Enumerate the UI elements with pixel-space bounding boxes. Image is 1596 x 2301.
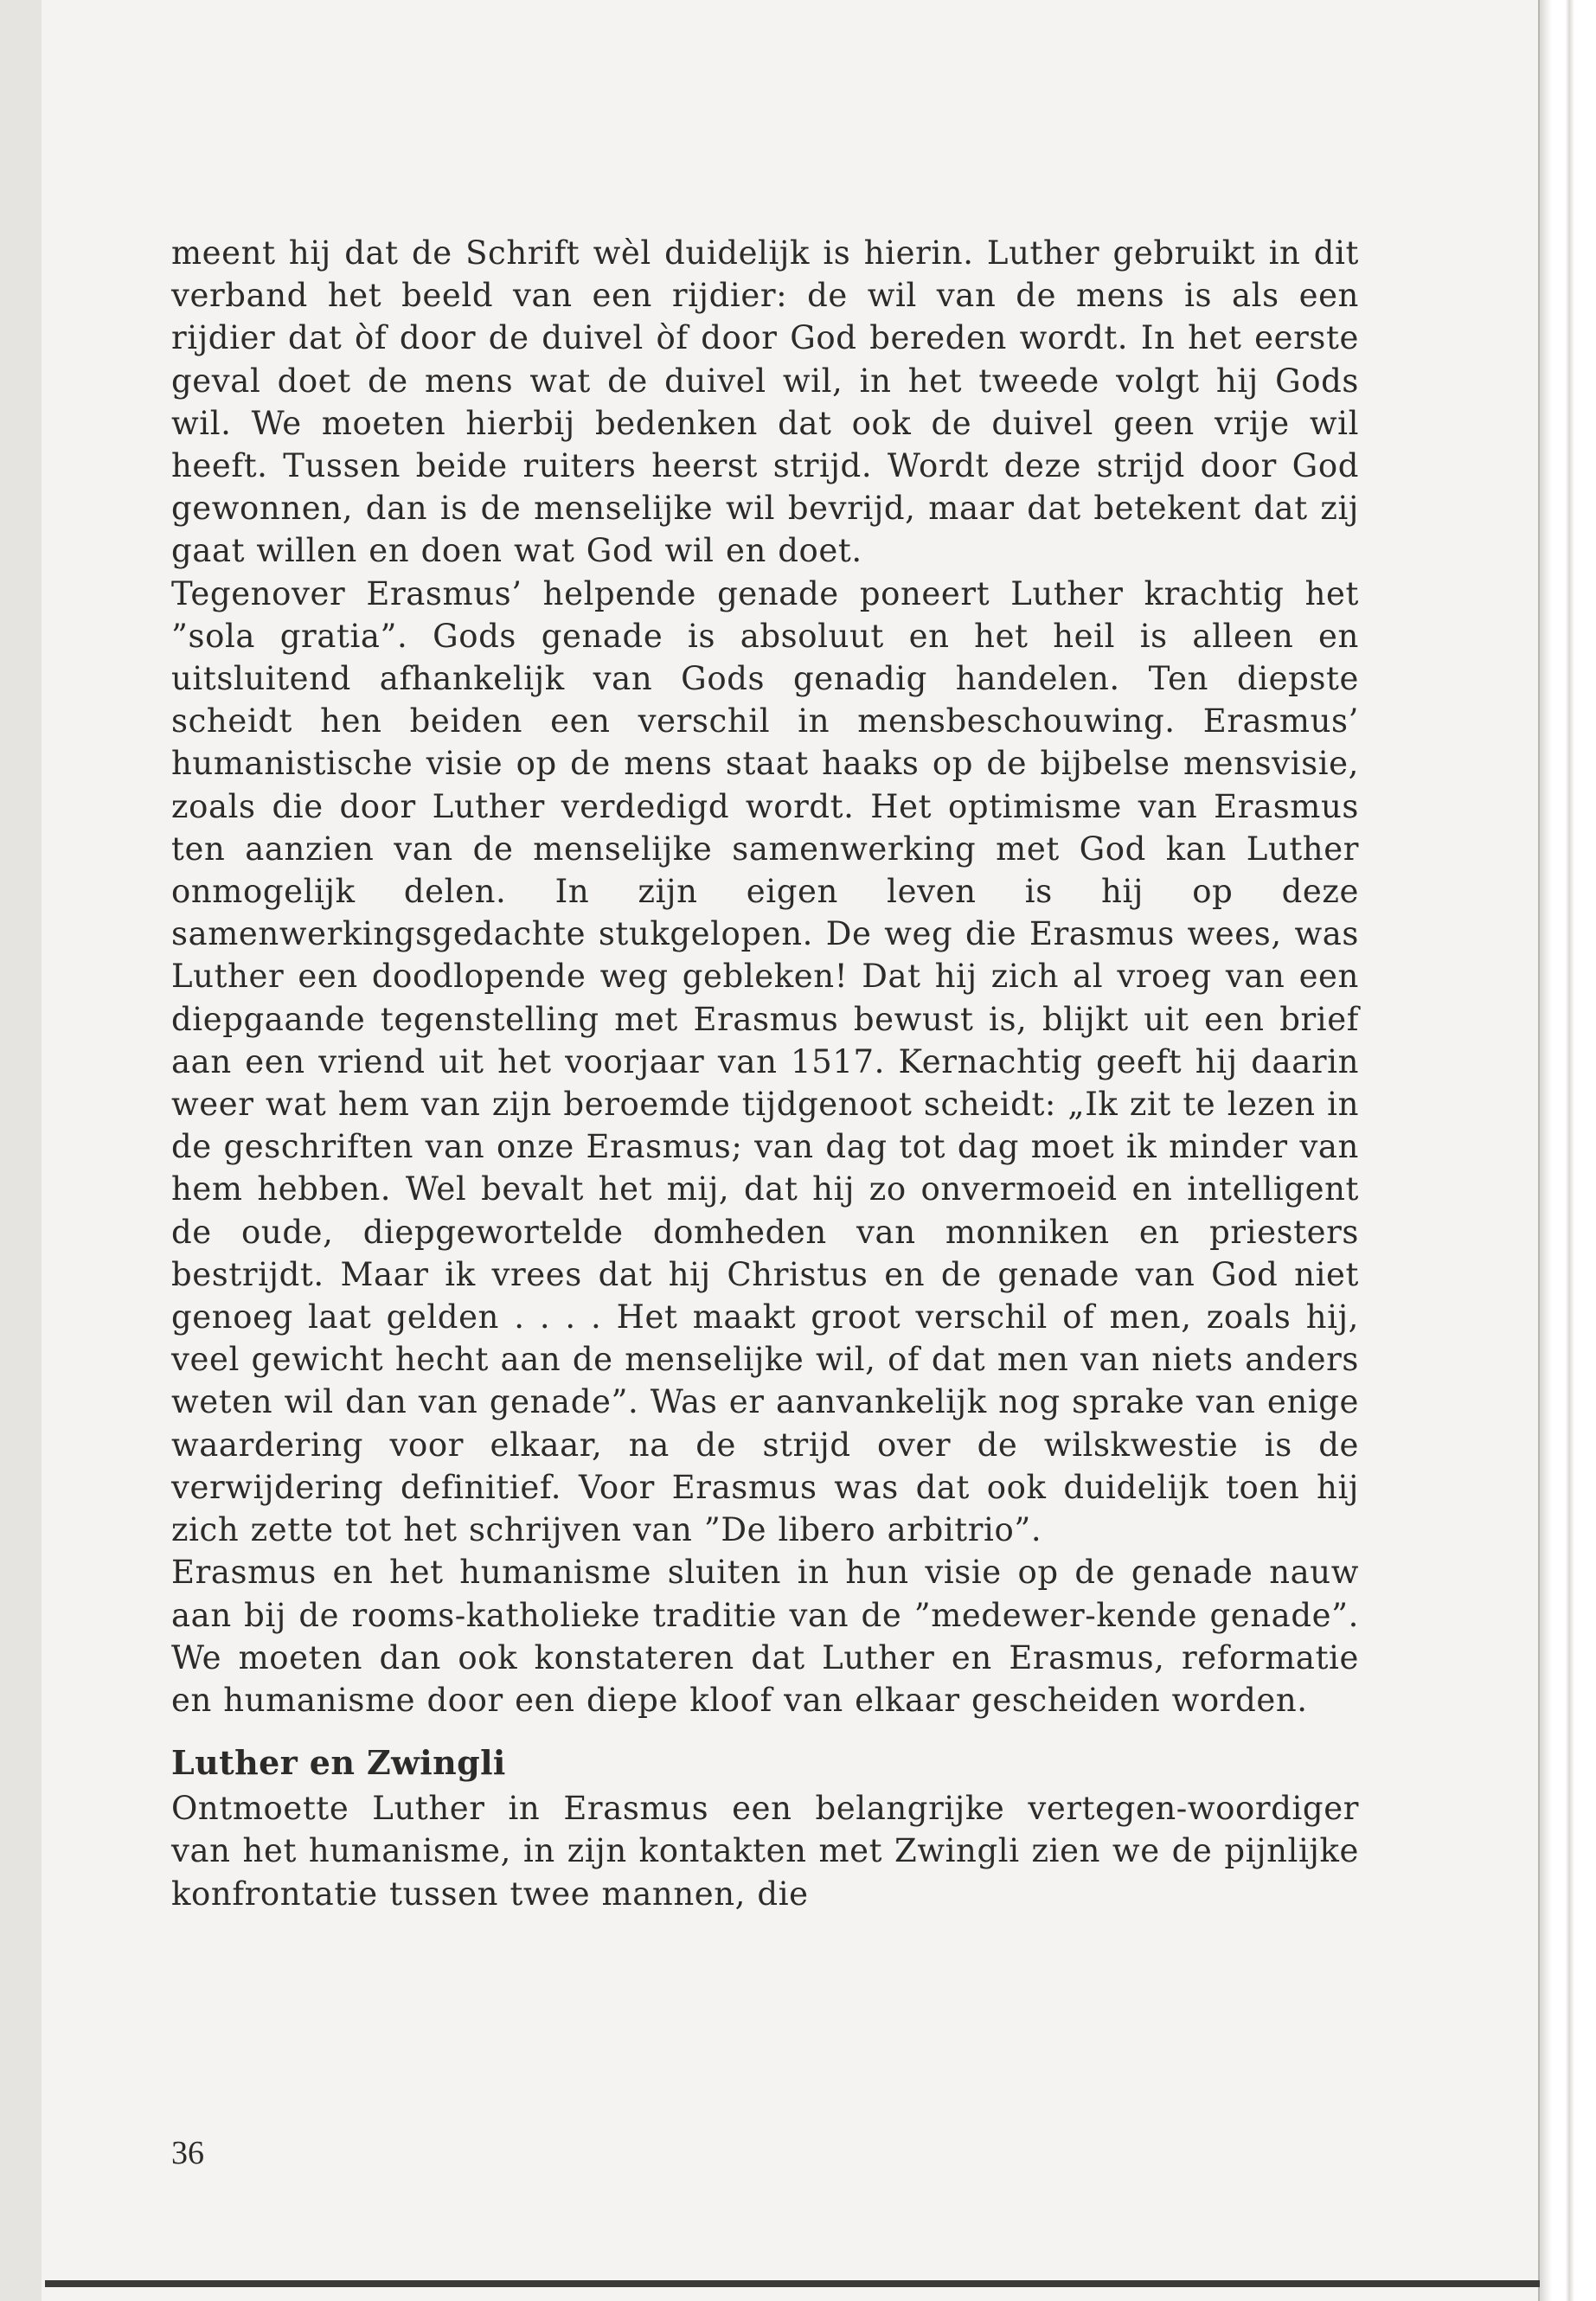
paragraph-sola-gratia: Tegenover Erasmus’ helpende genade poneert Luther krachtig het ”sola gratia”. Gods genade is absoluut en het heil is alleen en uitsluitend afhankelijk van Gods genadig handelen. Ten diepste scheidt hen beiden een verschil in mensbeschouwing. Erasmus’ humanistische visie op de mens staat haaks op de bijbelse mensvisie, zoals die door Luther verdedigd wordt. Het optimisme van Erasmus ten aanzien van de menselijke samenwerking met God kan Luther onmogelijk delen. In zijn eigen leven is hij op deze samenwerkingsgedachte stukgelopen. De weg die Erasmus wees, was Luther een doodlopende weg gebleken! Dat hij zich al vroeg van een diepgaande tegenstelling met Erasmus bewust is, blijkt uit een brief aan een vriend uit het voorjaar van 1517. Kernachtig geeft hij daarin weer wat hem van zijn beroemde tijdgenoot scheidt: „Ik zit te lezen in de geschriften van onze Erasmus; van dag tot dag moet ik minder van hem hebben. Wel bevalt het mij, dat hij zo onvermoeid en intelligent de oude, diepgewortelde domheden van monniken en priesters bestrijdt. Maar ik vrees dat hij Christus en de genade van God niet genoeg laat gelden . . . . Het maakt groot verschil of men, zoals hij, veel gewicht hecht aan de menselijke wil, of dat men van niets anders weten wil dan van genade”. Was er aanvankelijk nog sprake van enige waardering voor elkaar, na de strijd over de wilskwestie is de verwijdering definitief. Voor Erasmus was dat ook duidelijk toen hij zich zette tot het schrijven van ”De libero arbitrio”. xyxy=(171,574,1359,1549)
paragraph-zwingli: Ontmoette Luther in Erasmus een belangrijke vertegen-woordiger van het humanisme, in zijn kontakten met Zwingli zien we de pijnlijke konfrontatie tussen twee mannen, die xyxy=(171,1790,1359,1913)
page-content xyxy=(171,232,1359,1915)
paragraph-humanism: Erasmus en het humanisme sluiten in hun visie op de genade nauw aan bij de rooms-katholieke traditie van de ”medewer-kende genade”. We moeten dan ook konstateren dat Luther en Erasmus, reformatie en humanisme door een diepe kloof van elkaar gescheiden worden. xyxy=(171,1554,1359,1719)
page-number: 36 xyxy=(171,2135,204,2171)
page-bottom-edge xyxy=(45,2280,1540,2287)
page-right-margin xyxy=(1540,0,1596,2301)
paragraph-free-will: meent hij dat de Schrift wèl duidelijk is hierin. Luther gebruikt in dit verband het beeld van een rijdier: de wil van de mens is als een rijdier dat òf door de duivel òf door God bereden wordt. In het eerste geval doet de mens wat de duivel wil, in het tweede volgt hij Gods wil. We moeten hierbij bedenken dat ook de duivel geen vrije wil heeft. Tussen beide ruiters heerst strijd. Wordt deze strijd door God gewonnen, dan is de menselijke wil bevrijd, maar dat betekent dat zij gaat willen en doen wat God wil en doet. xyxy=(171,234,1359,570)
section-heading: Luther en Zwingli xyxy=(171,1743,506,1783)
